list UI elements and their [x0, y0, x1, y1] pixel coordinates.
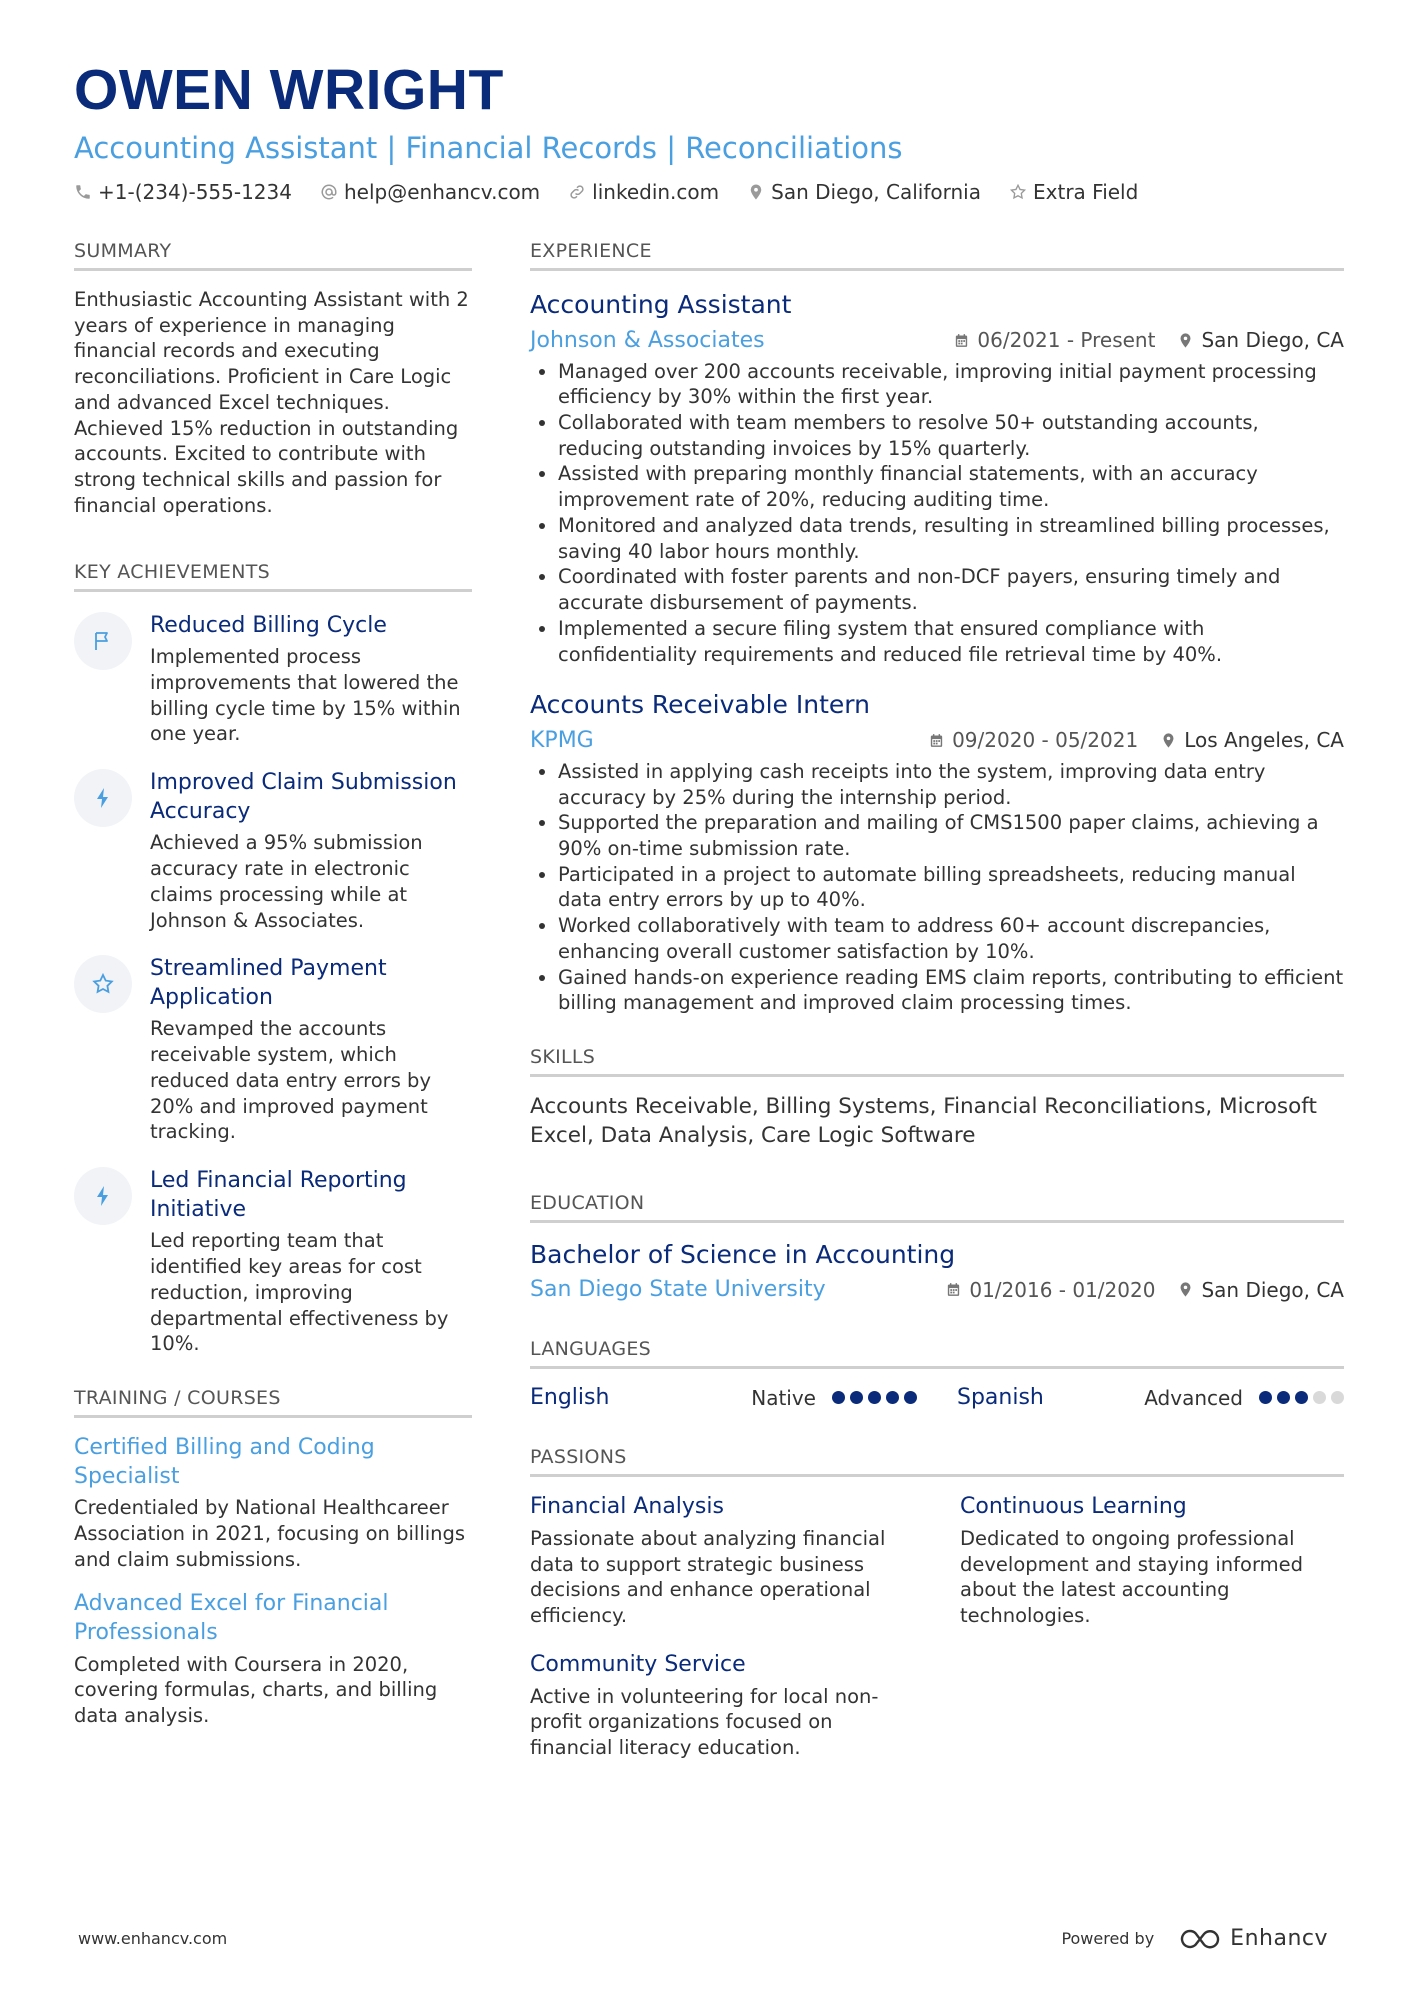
passions-heading: PASSIONS	[530, 1446, 1344, 1477]
achievement-item	[74, 1167, 472, 1357]
contact-bar	[74, 180, 1344, 204]
education-section	[530, 1192, 1344, 1303]
job-dates	[928, 728, 1138, 752]
phone-text: +1-(234)-555-1234	[98, 179, 292, 204]
calendar-icon	[945, 1281, 962, 1298]
rating-dot-filled	[832, 1391, 845, 1404]
job-bullets	[530, 759, 1344, 1016]
job-meta	[530, 728, 1344, 753]
job-title: Accounts Receivable Intern	[530, 690, 870, 720]
language-proficiency	[751, 1386, 917, 1410]
experience-section	[530, 240, 1344, 1016]
job-dates-text: 09/2020 - 05/2021	[952, 728, 1139, 753]
resume-header	[74, 58, 1344, 204]
flag-icon	[74, 612, 132, 670]
rating-dot-filled	[886, 1391, 899, 1404]
languages-list	[530, 1385, 1344, 1410]
language-item	[957, 1385, 1344, 1410]
job-bullet: • Monitored and analyzed data trends, resulting in streamlined billing processes, saving 40 labor hours monthly.	[558, 513, 1344, 564]
achievement-item	[74, 612, 472, 748]
education-heading: EDUCATION	[530, 1192, 1344, 1223]
achievement-desc: Achieved a 95% submission accuracy rate in electronic claims processing while at Johnson & Associates.	[150, 831, 423, 932]
rating-dot-empty	[1331, 1391, 1344, 1404]
contact-phone[interactable]	[74, 180, 292, 204]
degree-title: Bachelor of Science in Accounting	[530, 1239, 956, 1269]
passion-desc: Passionate about analyzing financial data to support strategic business decisions and enhance operational efficiency.	[530, 1527, 886, 1628]
powered-by	[1061, 1926, 1328, 1951]
achievement-title: Led Financial Reporting Initiative	[150, 1168, 407, 1222]
school-name: San Diego State University	[530, 1277, 826, 1303]
passion-title: Continuous Learning	[960, 1494, 1187, 1520]
job-bullet: • Participated in a project to automate billing spreadsheets, reducing manual data entry errors by up to 40%.	[558, 862, 1344, 913]
rating-dot-filled	[904, 1391, 917, 1404]
achievement-title: Improved Claim Submission Accuracy	[150, 770, 457, 824]
skills-section	[530, 1046, 1344, 1150]
training-section	[74, 1387, 472, 1729]
achievement-title: Streamlined Payment Application	[150, 956, 387, 1010]
headline: Accounting Assistant | Financial Records | Reconciliations	[74, 131, 903, 165]
education-meta	[530, 1277, 1344, 1302]
education-location-text: San Diego, CA	[1201, 1277, 1344, 1302]
rating-dot-empty	[1313, 1391, 1326, 1404]
job-dates-text: 06/2021 - Present	[977, 328, 1156, 352]
job-bullets	[530, 359, 1344, 668]
company-name: KPMG	[530, 727, 594, 753]
achievement-title: Reduced Billing Cycle	[150, 612, 387, 638]
location-pin-icon	[1177, 1281, 1194, 1298]
summary-heading: SUMMARY	[74, 240, 472, 271]
passions-list	[530, 1493, 1344, 1782]
language-item	[530, 1385, 917, 1410]
job-bullet: • Implemented a secure filing system that ensured compliance with confidentiality requirements and reduced file retrieval time by 40%.	[558, 616, 1344, 667]
powered-by-label: Powered by	[1061, 1929, 1155, 1948]
job-location-text: San Diego, CA	[1201, 328, 1344, 352]
rating-dot-filled	[868, 1391, 881, 1404]
languages-heading: LANGUAGES	[530, 1338, 1344, 1369]
passion-item	[960, 1493, 1344, 1629]
job-bullet: • Coordinated with foster parents and non-DCF payers, ensuring timely and accurate disbursement of payments.	[558, 564, 1344, 615]
brand-logo[interactable]	[1178, 1926, 1328, 1951]
training-heading: TRAINING / COURSES	[74, 1387, 472, 1418]
course-desc: Credentialed by National Healthcareer Association in 2021, focusing on billings and claim submissions.	[74, 1496, 466, 1571]
calendar-icon	[953, 332, 970, 349]
achievement-desc: Implemented process improvements that lowered the billing cycle time by 15% within one year.	[150, 645, 461, 746]
language-proficiency	[1144, 1386, 1344, 1410]
job-dates	[953, 328, 1155, 352]
lightning-icon	[74, 769, 132, 827]
passion-item	[530, 1651, 914, 1761]
job-date-location	[928, 728, 1344, 752]
location-text: San Diego, California	[771, 179, 981, 204]
job-entry	[530, 689, 1344, 1016]
education-dates	[945, 1278, 1155, 1302]
resume-columns	[74, 240, 1344, 1825]
job-bullet: • Gained hands-on experience reading EMS claim reports, contributing to efficient billing management and improved claim processing times.	[558, 965, 1344, 1016]
language-name: English	[530, 1385, 610, 1411]
extra-text: Extra Field	[1033, 179, 1139, 204]
language-rating-dots	[1259, 1391, 1344, 1404]
infinity-logo-icon	[1178, 1927, 1222, 1951]
passions-section	[530, 1446, 1344, 1782]
linkedin-text: linkedin.com	[592, 179, 720, 204]
education-dates-text: 01/2016 - 01/2020	[969, 1277, 1156, 1302]
at-icon	[320, 183, 338, 201]
rating-dot-filled	[1277, 1391, 1290, 1404]
achievement-item	[74, 955, 472, 1145]
location-pin-icon	[1177, 332, 1194, 349]
job-bullet: • Worked collaboratively with team to address 60+ account discrepancies, enhancing overall customer satisfaction by 10%.	[558, 913, 1344, 964]
lightning-icon	[74, 1167, 132, 1225]
job-location	[1177, 328, 1344, 352]
job-location-text: Los Angeles, CA	[1184, 728, 1344, 753]
link-icon	[568, 183, 586, 201]
phone-icon	[74, 183, 92, 201]
course-desc: Completed with Coursera in 2020, covering formulas, charts, and billing data analysis.	[74, 1652, 438, 1728]
job-bullet: • Supported the preparation and mailing of CMS1500 paper claims, achieving a 90% on-time submission rate.	[558, 810, 1344, 861]
education-date-location	[945, 1278, 1344, 1302]
job-entry	[530, 289, 1344, 667]
rating-dot-filled	[1259, 1391, 1272, 1404]
passion-desc: Active in volunteering for local non-profit organizations focused on financial literacy education.	[530, 1684, 879, 1759]
experience-heading: EXPERIENCE	[530, 240, 1344, 271]
education-location	[1177, 1278, 1344, 1302]
achievements-section	[74, 561, 472, 1357]
course-title: Certified Billing and Coding Specialist	[74, 1434, 375, 1489]
summary-section	[74, 240, 472, 519]
language-rating-dots	[832, 1391, 917, 1404]
rating-dot-filled	[1295, 1391, 1308, 1404]
achievement-item	[74, 769, 472, 933]
job-meta	[530, 328, 1344, 353]
job-location	[1160, 728, 1344, 752]
star-icon	[74, 955, 132, 1013]
rating-dot-filled	[850, 1391, 863, 1404]
achievement-desc: Revamped the accounts receivable system, which reduced data entry errors by 20% and improved payment tracking.	[150, 1017, 431, 1144]
languages-section	[530, 1338, 1344, 1410]
job-bullet: • Collaborated with team members to resolve 50+ outstanding accounts, reducing outstanding invoices by 15% quarterly.	[558, 410, 1344, 461]
job-bullet: • Assisted in applying cash receipts into the system, improving data entry accuracy by 25% during the internship period.	[558, 759, 1344, 810]
language-name: Spanish	[957, 1385, 1044, 1411]
page-footer	[78, 1926, 1328, 1951]
brand-name: Enhancv	[1230, 1926, 1328, 1951]
right-column	[530, 240, 1344, 1825]
language-level: Native	[751, 1385, 816, 1410]
language-level: Advanced	[1144, 1385, 1243, 1410]
contact-linkedin[interactable]	[568, 180, 719, 204]
contact-email[interactable]	[320, 180, 540, 204]
skills-heading: SKILLS	[530, 1046, 1344, 1077]
location-pin-icon	[747, 183, 765, 201]
achievement-desc: Led reporting team that identified key areas for cost reduction, improving departmental effectiveness by 10%.	[150, 1229, 449, 1356]
location-pin-icon	[1160, 732, 1177, 749]
job-title: Accounting Assistant	[530, 290, 792, 319]
left-column	[74, 240, 472, 1825]
passion-title: Community Service	[530, 1651, 746, 1677]
job-bullet: • Managed over 200 accounts receivable, improving initial payment processing efficiency by 30% within the first year.	[558, 359, 1344, 410]
passion-desc: Dedicated to ongoing professional development and staying informed about the latest accounting technologies.	[960, 1527, 1303, 1628]
skills-list: Accounts Receivable, Billing Systems, Financial Reconciliations, Microsoft Excel, Data Analysis, Care Logic Software	[530, 1094, 1317, 1148]
job-bullet: • Assisted with preparing monthly financial statements, with an accuracy improvement rate of 20%, reducing auditing time.	[558, 461, 1344, 512]
candidate-name: OWEN WRIGHT	[74, 58, 504, 122]
contact-location	[747, 180, 981, 204]
course-title: Advanced Excel for Financial Professionals	[74, 1591, 389, 1645]
contact-extra	[1009, 180, 1138, 204]
summary-text: Enthusiastic Accounting Assistant with 2 years of experience in managing financial records and executing reconciliations. Proficient in Care Logic and advanced Excel techniques. Achieved 15% reduction in outstanding accounts. Excited to contribute with strong technical skills and passion for financial operations.	[74, 288, 469, 517]
company-name: Johnson & Associates	[530, 327, 765, 353]
job-date-location	[953, 328, 1344, 352]
email-text: help@enhancv.com	[343, 179, 541, 204]
passion-title: Financial Analysis	[530, 1494, 724, 1520]
star-outline-icon	[1009, 183, 1027, 201]
calendar-icon	[928, 732, 945, 749]
achievements-heading: KEY ACHIEVEMENTS	[74, 561, 472, 592]
passion-item	[530, 1493, 914, 1629]
footer-website[interactable]: www.enhancv.com	[78, 1929, 228, 1948]
